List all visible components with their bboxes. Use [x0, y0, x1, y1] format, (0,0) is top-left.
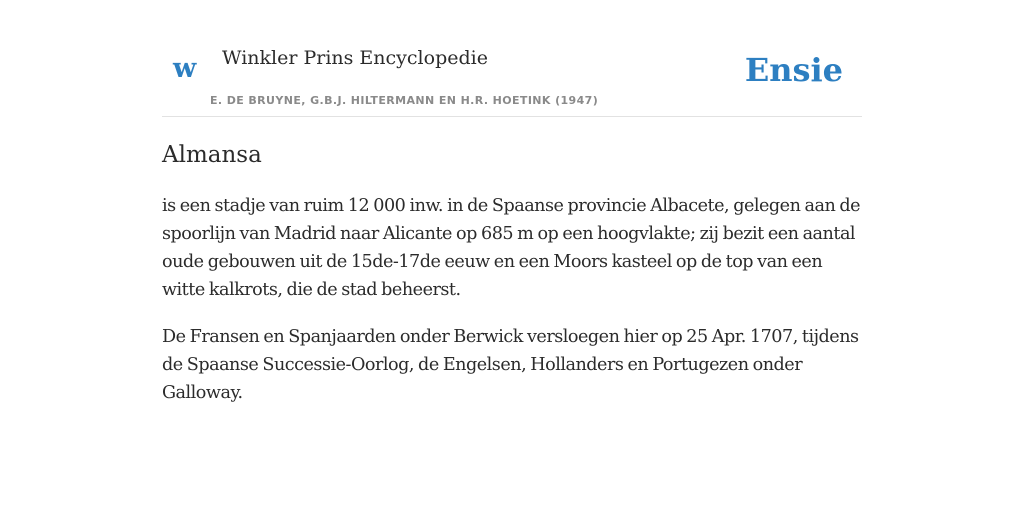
- article-heading: Almansa: [162, 142, 262, 168]
- header: [162, 0, 862, 117]
- encyclopedia-title: Winkler Prins Encyclopedie: [222, 47, 488, 69]
- ensie-brand-logo[interactable]: Ensie: [744, 51, 843, 89]
- page: [162, 0, 862, 512]
- article-body: [162, 192, 862, 426]
- article-paragraph: De Fransen en Spanjaarden onder Berwick versloegen hier op 25 Apr. 1707, tijdens de Spaanse Successie-Oorlog, de Engelsen, Hollanders en Portugezen onder Galloway.: [162, 327, 859, 403]
- article-paragraph: is een stadje van ruim 12 000 inw. in de Spaanse provincie Albacete, gelegen aan de spoorlijn van Madrid naar Alicante op 685 m op een hoogvlakte; zij bezit een aantal oude gebouwen uit de 15de-17de eeuw en een Moors kasteel op de top van een witte kalkrots, die de stad beheerst.: [162, 196, 861, 300]
- encyclopedia-logo[interactable]: w: [173, 53, 197, 84]
- authors-line: E. DE BRUYNE, G.B.J. HILTERMANN EN H.R. HOETINK (1947): [210, 94, 599, 107]
